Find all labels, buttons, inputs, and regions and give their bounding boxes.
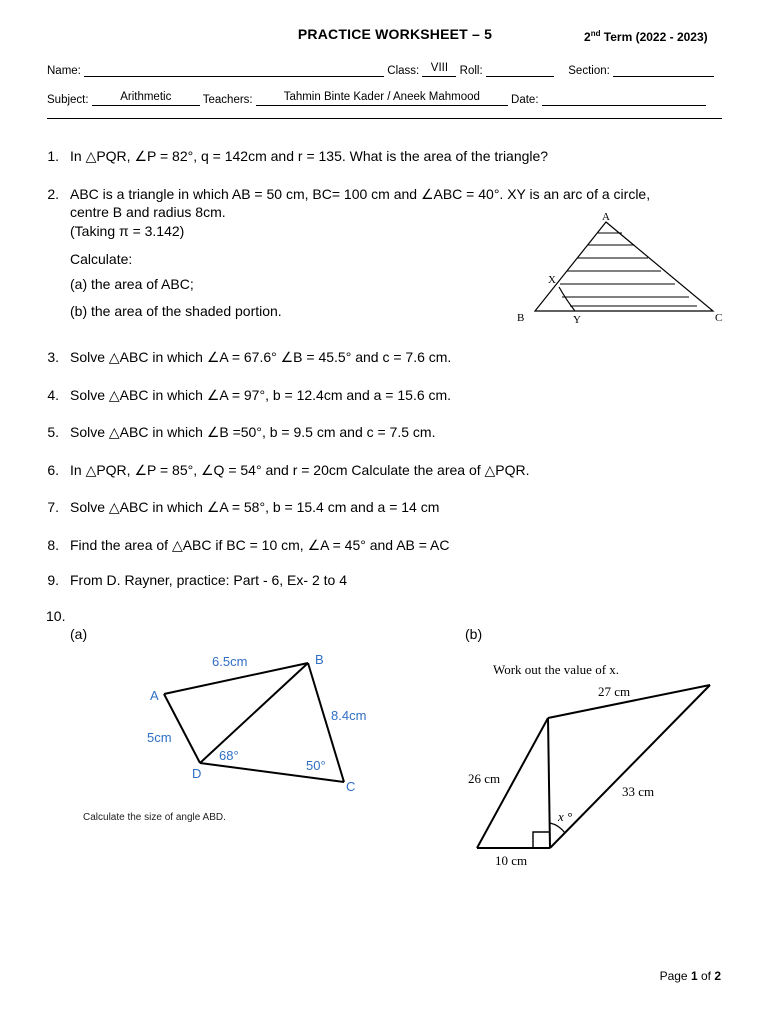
- label-b: B: [517, 312, 525, 324]
- triangle-outline: [535, 222, 713, 311]
- arc-xy: [559, 287, 575, 311]
- length-bc: 8.4cm: [331, 708, 367, 723]
- subject-row: [47, 92, 706, 106]
- teachers-label: Teachers:: [202, 94, 253, 106]
- quadrilateral-abcd-figure: [75, 645, 395, 835]
- angle-arc: [550, 823, 565, 833]
- label-a: A: [602, 211, 610, 223]
- worksheet-title: PRACTICE WORKSHEET – 5: [297, 26, 493, 42]
- subject-field[interactable]: Arithmetic: [92, 92, 200, 106]
- right-angle-mark: [533, 832, 549, 848]
- roll-field[interactable]: [486, 63, 554, 77]
- question-10-part-b: (b): [465, 626, 483, 642]
- label-b: B: [315, 652, 324, 667]
- question-2-part-b: (b) the area of the shaded portion.: [70, 303, 282, 319]
- page-number: Page 1 of 2: [659, 969, 721, 983]
- name-row: [47, 63, 714, 77]
- date-field[interactable]: [542, 92, 706, 106]
- figure-caption: Calculate the size of angle ABD.: [83, 812, 226, 823]
- label-d: D: [192, 766, 202, 781]
- label-x: X: [548, 274, 556, 286]
- label-a: A: [150, 688, 159, 703]
- label-c: C: [346, 779, 356, 794]
- section-label: Section:: [568, 65, 610, 77]
- term-label: 2nd Term (2022 - 2023): [584, 29, 708, 44]
- length-left: 26 cm: [468, 771, 501, 786]
- label-c: C: [715, 312, 723, 324]
- teachers-field[interactable]: Tahmin Binte Kader / Aneek Mahmood: [256, 92, 508, 106]
- triangles-figure: [460, 655, 720, 870]
- angle-c: 50°: [306, 758, 326, 773]
- name-field[interactable]: [84, 63, 384, 77]
- question-10-number: 10.: [46, 608, 66, 624]
- altitude: [548, 718, 550, 848]
- figure-title: Work out the value of x.: [493, 662, 620, 677]
- length-ab: 6.5cm: [212, 654, 248, 669]
- section-field[interactable]: [613, 63, 714, 77]
- date-label: Date:: [511, 94, 539, 106]
- question-2-line3: (Taking π = 3.142): [70, 223, 185, 239]
- length-top: 27 cm: [598, 684, 631, 699]
- triangle-abc-figure: [505, 205, 745, 330]
- roll-label: Roll:: [459, 65, 483, 77]
- question-2-part-a: (a) the area of ABC;: [70, 276, 194, 292]
- angle-x: x °: [558, 809, 573, 824]
- diagonal-bd: [200, 663, 308, 763]
- angle-d: 68°: [219, 748, 239, 763]
- label-y: Y: [573, 314, 581, 326]
- length-ad: 5cm: [147, 730, 172, 745]
- question-10-part-a: (a): [70, 626, 88, 642]
- class-label: Class:: [387, 65, 420, 77]
- length-right: 33 cm: [622, 784, 655, 799]
- question-2-calculate: Calculate:: [70, 251, 133, 267]
- shading-lines: [560, 233, 697, 306]
- side-right: [550, 685, 710, 848]
- name-label: Name:: [47, 65, 81, 77]
- class-field[interactable]: VIII: [422, 63, 456, 77]
- length-base: 10 cm: [495, 853, 528, 868]
- header-divider: [47, 118, 722, 119]
- subject-label: Subject:: [47, 94, 89, 106]
- question-2-line2: centre B and radius 8cm.: [70, 204, 226, 220]
- side-da: [164, 694, 200, 763]
